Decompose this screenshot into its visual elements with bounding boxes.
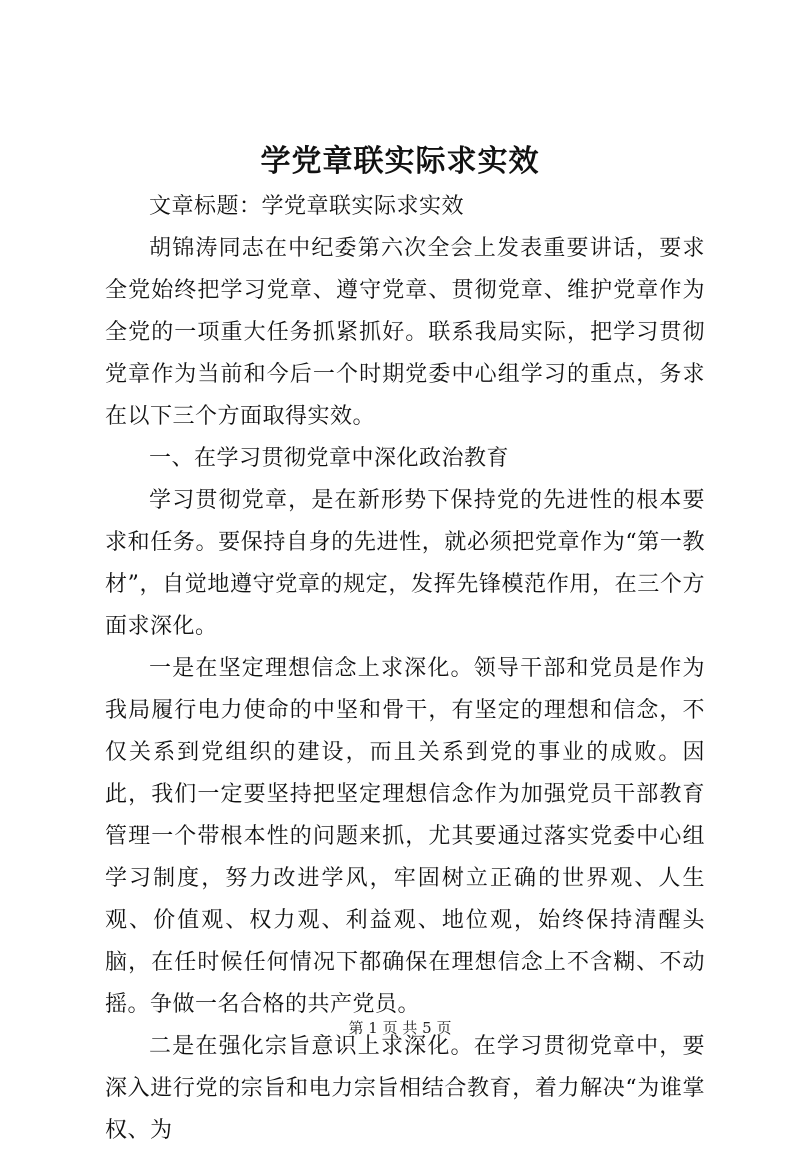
paragraph-point-2: 二是在强化宗旨意识上求深化。在学习贯彻党章中，要深入进行党的宗旨和电力宗旨相结合教育，着力解决“为谁掌权、为 bbox=[105, 1034, 705, 1143]
paragraph-point-1: 一是在坚定理想信念上求深化。领导干部和党员是作为我局履行电力使命的中坚和骨干，有坚定的理想和信念，不仅关系到党组织的建设，而且关系到党的事业的成败。因此，我们一定要坚持把坚定理想信念作为加强党员干部教育管理一个带根本性的问题来抓，尤其要通过落实党委中心组学习制度，努力改进学风，牢固树立正确的世界观、人生观、价值观、权力观、利益观、地位观，始终保持清醒头脑，在任时候任何情况下都确保在理想信念上不含糊、不动摇。争做一名合格的共产党员。 bbox=[105, 656, 705, 1017]
page-footer: 第 1 页 共 5 页 bbox=[348, 1019, 452, 1037]
section-heading-1: 一、在学习贯彻党章中深化政治教育 bbox=[149, 446, 510, 471]
document-body bbox=[105, 186, 705, 1152]
document-title: 学党章联实际求实效 bbox=[260, 144, 540, 179]
paragraph-section-1: 学习贯彻党章，是在新形势下保持党的先进性的根本要求和任务。要保持自身的先进性，就必须把党章作为“第一教材”，自觉地遵守党章的规定，发挥先锋模范作用，在三个方面求深化。 bbox=[105, 488, 705, 639]
paragraph-article-title: 文章标题：学党章联实际求实效 bbox=[149, 194, 465, 219]
paragraph-intro: 胡锦涛同志在中纪委第六次全会上发表重要讲话，要求全党始终把学习党章、遵守党章、贯彻党章、维护党章作为全党的一项重大任务抓紧抓好。联系我局实际，把学习贯彻党章作为当前和今后一个时期党委中心组学习的重点，务求在以下三个方面取得实效。 bbox=[105, 236, 705, 429]
